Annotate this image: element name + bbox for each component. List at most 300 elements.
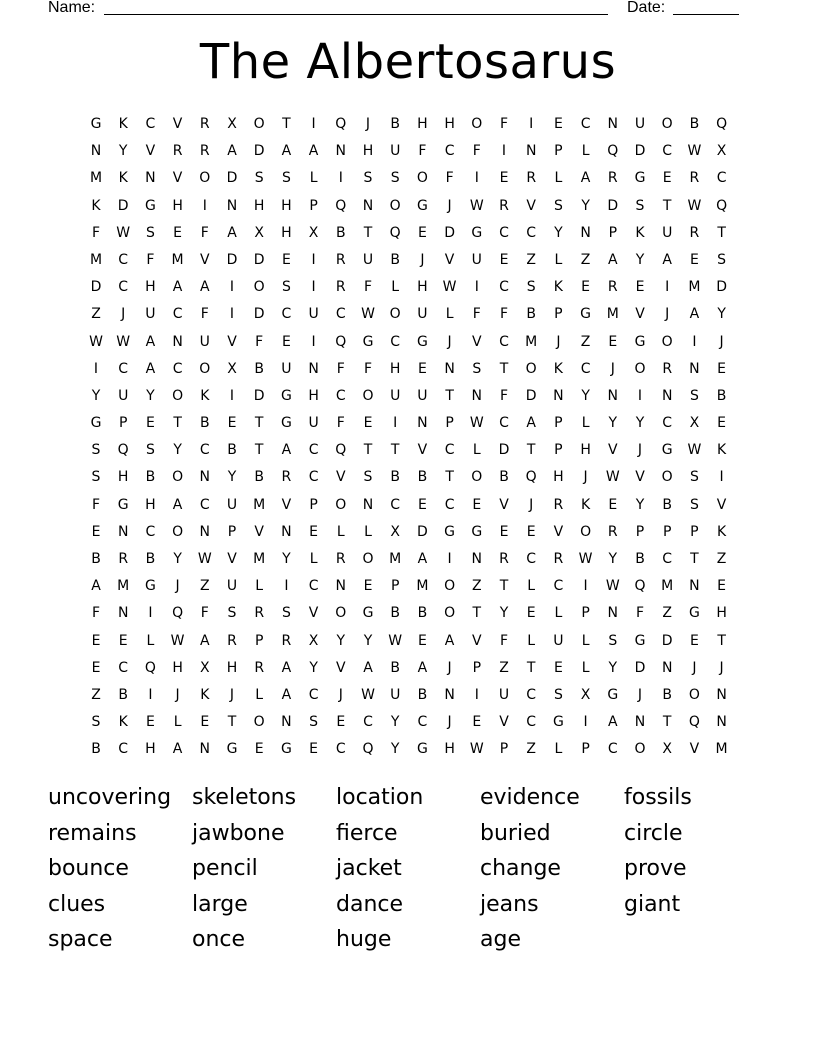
grid-letter[interactable]: S xyxy=(689,387,699,404)
grid-letter[interactable]: N xyxy=(145,170,156,187)
grid-letter[interactable]: X xyxy=(308,632,319,649)
grid-letter[interactable]: B xyxy=(499,469,509,486)
grid-letter[interactable]: J xyxy=(610,360,615,377)
grid-letter[interactable]: E xyxy=(118,632,128,649)
grid-letter[interactable]: S xyxy=(254,170,264,187)
grid-letter[interactable]: D xyxy=(253,306,265,323)
grid-letter[interactable]: A xyxy=(308,143,319,160)
grid-letter[interactable]: U xyxy=(226,496,238,513)
grid-letter[interactable]: E xyxy=(254,741,264,758)
grid-letter[interactable]: G xyxy=(444,523,456,540)
grid-letter[interactable]: J xyxy=(447,333,452,350)
grid-letter[interactable]: C xyxy=(199,442,210,459)
grid-letter[interactable]: Q xyxy=(716,197,728,214)
grid-letter[interactable]: S xyxy=(608,632,618,649)
grid-letter[interactable]: V xyxy=(635,469,645,486)
grid-letter[interactable]: N xyxy=(90,143,102,160)
grid-letter[interactable]: H xyxy=(281,197,292,214)
grid-letter[interactable]: Y xyxy=(173,442,182,459)
grid-letter[interactable]: F xyxy=(91,605,101,622)
grid-letter[interactable]: B xyxy=(635,551,645,567)
grid-letter[interactable]: E xyxy=(717,578,727,595)
grid-letter[interactable]: P xyxy=(499,741,509,758)
grid-letter[interactable]: O xyxy=(471,116,483,132)
grid-letter[interactable]: P xyxy=(254,632,264,649)
grid-letter[interactable]: C xyxy=(335,306,346,323)
grid-letter[interactable]: A xyxy=(227,143,237,160)
grid-letter[interactable]: E xyxy=(472,714,482,731)
grid-letter[interactable]: E xyxy=(281,251,291,268)
grid-letter[interactable]: J xyxy=(175,578,180,595)
grid-letter[interactable]: B xyxy=(390,469,400,486)
grid-letter[interactable]: V xyxy=(172,116,183,132)
grid-letter[interactable]: B xyxy=(91,551,101,567)
grid-letter[interactable]: N xyxy=(362,197,374,214)
grid-letter[interactable]: P xyxy=(581,605,590,622)
grid-letter[interactable]: E xyxy=(363,578,373,595)
grid-letter[interactable]: O xyxy=(199,170,211,187)
grid-letter[interactable]: E xyxy=(689,632,699,649)
grid-letter[interactable]: G xyxy=(90,116,102,132)
grid-letter[interactable]: R xyxy=(335,279,346,296)
grid-letter[interactable]: T xyxy=(662,197,672,214)
grid-letter[interactable]: B xyxy=(662,496,672,513)
grid-letter[interactable]: A xyxy=(281,143,292,160)
grid-letter[interactable]: X xyxy=(716,143,727,160)
grid-letter[interactable]: K xyxy=(118,170,128,187)
grid-letter[interactable]: X xyxy=(254,224,264,241)
grid-letter[interactable]: V xyxy=(499,496,509,513)
grid-letter[interactable]: H xyxy=(389,360,401,377)
grid-letter[interactable]: S xyxy=(91,469,101,486)
grid-letter[interactable]: I xyxy=(284,578,289,595)
grid-letter[interactable]: X xyxy=(580,686,591,703)
grid-letter[interactable]: B xyxy=(254,469,264,486)
grid-letter[interactable]: B xyxy=(417,686,428,703)
grid-letter[interactable]: R xyxy=(199,116,210,132)
grid-letter[interactable]: E xyxy=(91,659,101,676)
grid-letter[interactable]: X xyxy=(390,523,400,540)
grid-letter[interactable]: O xyxy=(580,523,592,540)
grid-letter[interactable]: F xyxy=(499,387,509,404)
grid-letter[interactable]: T xyxy=(472,605,482,622)
grid-letter[interactable]: A xyxy=(689,306,700,323)
grid-letter[interactable]: P xyxy=(472,659,482,676)
grid-letter[interactable]: H xyxy=(580,442,591,459)
grid-letter[interactable]: F xyxy=(472,143,481,160)
grid-letter[interactable]: C xyxy=(499,224,509,241)
grid-letter[interactable]: Q xyxy=(335,116,347,132)
grid-letter[interactable]: I xyxy=(229,306,235,323)
grid-letter[interactable]: E xyxy=(200,714,210,731)
grid-letter[interactable]: F xyxy=(91,224,101,241)
grid-letter[interactable]: V xyxy=(254,523,264,540)
grid-letter[interactable]: Y xyxy=(91,387,101,404)
grid-letter[interactable]: Q xyxy=(688,714,700,731)
grid-letter[interactable]: H xyxy=(308,387,319,404)
grid-letter[interactable]: C xyxy=(417,714,428,731)
grid-letter[interactable]: Z xyxy=(662,605,672,622)
grid-letter[interactable]: I xyxy=(665,279,670,296)
grid-letter[interactable]: Q xyxy=(117,442,129,459)
grid-letter[interactable]: T xyxy=(254,442,264,459)
grid-letter[interactable]: H xyxy=(172,659,183,676)
grid-letter[interactable]: J xyxy=(719,333,724,350)
grid-letter[interactable]: F xyxy=(336,360,345,377)
grid-letter[interactable]: Q xyxy=(335,197,347,214)
grid-letter[interactable]: F xyxy=(200,306,209,323)
grid-letter[interactable]: B xyxy=(689,116,700,132)
grid-letter[interactable]: X xyxy=(227,116,237,132)
grid-letter[interactable]: I xyxy=(148,686,153,703)
grid-letter[interactable]: C xyxy=(118,741,129,758)
grid-letter[interactable]: C xyxy=(390,333,401,350)
grid-letter[interactable]: U xyxy=(199,333,210,350)
grid-letter[interactable]: M xyxy=(416,578,429,595)
grid-letter[interactable]: E xyxy=(309,741,319,758)
grid-letter[interactable]: T xyxy=(499,360,509,377)
grid-letter[interactable]: L xyxy=(309,170,318,187)
grid-letter[interactable]: N xyxy=(634,714,646,731)
grid-letter[interactable]: E xyxy=(309,523,319,540)
grid-letter[interactable]: F xyxy=(363,360,373,377)
grid-letter[interactable]: K xyxy=(200,686,210,703)
grid-letter[interactable]: Z xyxy=(526,741,536,758)
grid-letter[interactable]: E xyxy=(336,714,346,731)
grid-letter[interactable]: P xyxy=(390,578,400,595)
grid-letter[interactable]: J xyxy=(229,686,235,703)
grid-letter[interactable]: I xyxy=(474,279,479,296)
grid-letter[interactable]: O xyxy=(335,605,347,622)
grid-letter[interactable]: L xyxy=(173,714,182,731)
grid-letter[interactable]: V xyxy=(553,523,564,540)
grid-letter[interactable]: G xyxy=(416,741,428,758)
grid-letter[interactable]: R xyxy=(499,551,509,567)
grid-letter[interactable]: S xyxy=(91,714,101,731)
grid-letter[interactable]: U xyxy=(553,632,564,649)
grid-letter[interactable]: E xyxy=(91,632,101,649)
grid-letter[interactable]: J xyxy=(529,496,534,513)
grid-letter[interactable]: Y xyxy=(146,387,155,404)
grid-letter[interactable]: T xyxy=(526,442,536,459)
grid-letter[interactable]: F xyxy=(146,251,155,268)
grid-letter[interactable]: O xyxy=(253,279,265,296)
grid-letter[interactable]: A xyxy=(526,415,536,432)
grid-letter[interactable]: S xyxy=(91,442,101,459)
grid-letter[interactable]: B xyxy=(91,741,101,758)
grid-letter[interactable]: B xyxy=(390,659,400,676)
grid-letter[interactable]: E xyxy=(581,279,591,296)
grid-letter[interactable]: G xyxy=(226,741,238,758)
grid-letter[interactable]: W xyxy=(89,333,103,350)
grid-letter[interactable]: L xyxy=(336,523,345,540)
grid-letter[interactable]: V xyxy=(689,741,700,758)
grid-letter[interactable]: N xyxy=(417,415,428,432)
grid-letter[interactable]: I xyxy=(311,116,316,132)
grid-letter[interactable]: N xyxy=(226,197,238,214)
grid-letter[interactable]: P xyxy=(554,143,563,160)
grid-letter[interactable]: N xyxy=(308,360,319,377)
grid-letter[interactable]: C xyxy=(118,279,129,296)
grid-letter[interactable]: O xyxy=(661,116,673,132)
grid-letter[interactable]: P xyxy=(662,523,672,540)
grid-letter[interactable]: W xyxy=(388,632,403,649)
grid-letter[interactable]: T xyxy=(690,551,699,567)
grid-letter[interactable]: H xyxy=(444,741,455,758)
grid-letter[interactable]: G xyxy=(416,197,428,214)
grid-letter[interactable]: D xyxy=(661,632,673,649)
grid-letter[interactable]: N xyxy=(335,143,347,160)
grid-letter[interactable]: C xyxy=(145,116,156,132)
grid-letter[interactable]: G xyxy=(580,306,592,323)
grid-letter[interactable]: V xyxy=(635,306,645,323)
grid-letter[interactable]: O xyxy=(634,741,646,758)
grid-letter[interactable]: L xyxy=(581,415,590,432)
grid-letter[interactable]: H xyxy=(145,279,156,296)
grid-letter[interactable]: U xyxy=(362,251,374,268)
grid-letter[interactable]: C xyxy=(308,442,319,459)
grid-letter[interactable]: Y xyxy=(336,632,346,649)
grid-letter[interactable]: L xyxy=(554,605,563,622)
grid-letter[interactable]: V xyxy=(526,197,536,214)
grid-letter[interactable]: C xyxy=(526,224,537,241)
grid-letter[interactable]: O xyxy=(525,360,537,377)
grid-letter[interactable]: B xyxy=(199,415,210,432)
grid-letter[interactable]: U xyxy=(226,578,238,595)
grid-letter[interactable]: C xyxy=(607,741,618,758)
grid-letter[interactable]: S xyxy=(689,496,699,513)
grid-letter[interactable]: Z xyxy=(580,251,591,268)
grid-letter[interactable]: P xyxy=(227,523,237,540)
grid-letter[interactable]: C xyxy=(580,116,591,132)
grid-letter[interactable]: F xyxy=(635,605,645,622)
grid-letter[interactable]: Y xyxy=(390,714,400,731)
grid-letter[interactable]: Y xyxy=(608,659,618,676)
grid-letter[interactable]: R xyxy=(335,251,346,268)
grid-letter[interactable]: N xyxy=(661,387,673,404)
grid-letter[interactable]: J xyxy=(447,197,452,214)
grid-letter[interactable]: F xyxy=(499,632,509,649)
grid-letter[interactable]: V xyxy=(145,143,156,160)
grid-letter[interactable]: I xyxy=(692,333,697,350)
grid-letter[interactable]: E xyxy=(417,632,427,649)
grid-letter[interactable]: V xyxy=(472,333,482,350)
grid-letter[interactable]: I xyxy=(719,469,724,486)
grid-letter[interactable]: L xyxy=(472,442,481,459)
grid-letter[interactable]: S xyxy=(689,469,699,486)
grid-letter[interactable]: I xyxy=(501,143,507,160)
grid-letter[interactable]: A xyxy=(145,333,156,350)
grid-letter[interactable]: J xyxy=(583,469,588,486)
grid-letter[interactable]: O xyxy=(389,197,401,214)
grid-letter[interactable]: E xyxy=(91,523,101,540)
grid-letter[interactable]: U xyxy=(281,360,292,377)
grid-letter[interactable]: B xyxy=(390,605,400,622)
grid-letter[interactable]: Y xyxy=(635,496,645,513)
grid-letter[interactable]: U xyxy=(662,224,673,241)
grid-letter[interactable]: C xyxy=(499,279,509,296)
grid-letter[interactable]: F xyxy=(336,415,345,432)
grid-letter[interactable]: F xyxy=(472,306,481,323)
grid-letter[interactable]: G xyxy=(90,415,102,432)
grid-letter[interactable]: T xyxy=(717,224,726,241)
grid-letter[interactable]: L xyxy=(146,632,155,649)
name-write-line[interactable] xyxy=(104,14,608,15)
grid-letter[interactable]: N xyxy=(117,605,129,622)
grid-letter[interactable]: Y xyxy=(635,415,645,432)
grid-letter[interactable]: E xyxy=(662,170,672,187)
grid-letter[interactable]: X xyxy=(227,360,237,377)
grid-letter[interactable]: U xyxy=(390,387,401,404)
grid-letter[interactable]: C xyxy=(308,686,319,703)
grid-letter[interactable]: C xyxy=(308,469,319,486)
grid-letter[interactable]: E xyxy=(717,415,727,432)
grid-letter[interactable]: Y xyxy=(282,551,291,567)
grid-letter[interactable]: Z xyxy=(91,306,101,323)
grid-letter[interactable]: C xyxy=(172,306,183,323)
grid-letter[interactable]: W xyxy=(687,197,702,214)
grid-letter[interactable]: W xyxy=(197,551,212,567)
grid-letter[interactable]: U xyxy=(417,387,428,404)
grid-letter[interactable]: I xyxy=(338,170,343,187)
grid-letter[interactable]: Y xyxy=(554,224,563,241)
grid-letter[interactable]: B xyxy=(662,686,672,703)
grid-letter[interactable]: G xyxy=(471,224,483,241)
grid-letter[interactable]: C xyxy=(716,170,727,187)
grid-letter[interactable]: I xyxy=(529,116,534,132)
grid-letter[interactable]: E xyxy=(417,496,427,513)
grid-letter[interactable]: T xyxy=(499,578,509,595)
grid-letter[interactable]: Q xyxy=(634,578,646,595)
grid-letter[interactable]: A xyxy=(662,251,672,268)
grid-letter[interactable]: C xyxy=(335,741,346,758)
grid-letter[interactable]: S xyxy=(281,605,291,622)
grid-letter[interactable]: C xyxy=(580,360,591,377)
grid-letter[interactable]: V xyxy=(200,251,210,268)
grid-letter[interactable]: A xyxy=(281,442,292,459)
grid-letter[interactable]: A xyxy=(172,279,183,296)
grid-letter[interactable]: J xyxy=(665,306,670,323)
grid-letter[interactable]: C xyxy=(499,415,509,432)
grid-letter[interactable]: N xyxy=(199,469,211,486)
grid-letter[interactable]: C xyxy=(526,686,537,703)
grid-letter[interactable]: R xyxy=(607,523,618,540)
grid-letter[interactable]: O xyxy=(444,605,456,622)
grid-letter[interactable]: N xyxy=(607,605,619,622)
grid-letter[interactable]: S xyxy=(281,170,291,187)
grid-letter[interactable]: Q xyxy=(607,143,619,160)
grid-letter[interactable]: V xyxy=(608,442,618,459)
grid-letter[interactable]: O xyxy=(172,469,184,486)
grid-letter[interactable]: T xyxy=(363,442,373,459)
grid-letter[interactable]: B xyxy=(417,605,428,622)
grid-letter[interactable]: O xyxy=(661,333,673,350)
grid-letter[interactable]: P xyxy=(309,197,318,214)
grid-letter[interactable]: E xyxy=(363,415,373,432)
grid-letter[interactable]: Y xyxy=(309,659,318,676)
grid-letter[interactable]: S xyxy=(635,197,645,214)
grid-letter[interactable]: F xyxy=(499,306,509,323)
grid-letter[interactable]: T xyxy=(282,116,291,132)
grid-letter[interactable]: E xyxy=(145,714,155,731)
grid-letter[interactable]: Y xyxy=(390,741,400,758)
grid-letter[interactable]: O xyxy=(335,496,347,513)
grid-letter[interactable]: K xyxy=(118,714,128,731)
grid-letter[interactable]: M xyxy=(715,741,728,758)
grid-letter[interactable]: U xyxy=(118,387,129,404)
grid-letter[interactable]: N xyxy=(525,143,537,160)
grid-letter[interactable]: C xyxy=(444,496,455,513)
grid-letter[interactable]: P xyxy=(635,523,645,540)
grid-letter[interactable]: P xyxy=(445,415,454,432)
grid-letter[interactable]: G xyxy=(416,333,428,350)
grid-letter[interactable]: G xyxy=(471,523,483,540)
grid-letter[interactable]: E xyxy=(608,333,618,350)
grid-letter[interactable]: C xyxy=(553,578,564,595)
grid-letter[interactable]: C xyxy=(662,143,673,160)
grid-letter[interactable]: U xyxy=(308,306,319,323)
grid-letter[interactable]: R xyxy=(499,197,509,214)
grid-letter[interactable]: N xyxy=(172,333,183,350)
grid-letter[interactable]: M xyxy=(253,496,266,513)
grid-letter[interactable]: A xyxy=(172,741,183,758)
grid-letter[interactable]: F xyxy=(200,224,209,241)
grid-letter[interactable]: H xyxy=(145,741,156,758)
grid-letter[interactable]: H xyxy=(362,143,374,160)
grid-letter[interactable]: E xyxy=(472,496,482,513)
grid-letter[interactable]: J xyxy=(121,306,126,323)
grid-letter[interactable]: L xyxy=(581,143,590,160)
grid-letter[interactable]: J xyxy=(338,686,343,703)
grid-letter[interactable]: G xyxy=(280,387,292,404)
grid-letter[interactable]: B xyxy=(390,251,400,268)
grid-letter[interactable]: K xyxy=(118,116,128,132)
grid-letter[interactable]: V xyxy=(472,632,482,649)
grid-letter[interactable]: E xyxy=(717,360,727,377)
grid-letter[interactable]: I xyxy=(637,387,643,404)
grid-letter[interactable]: M xyxy=(688,279,701,296)
grid-letter[interactable]: H xyxy=(281,224,292,241)
grid-letter[interactable]: A xyxy=(227,224,237,241)
grid-letter[interactable]: Q xyxy=(335,333,347,350)
grid-letter[interactable]: R xyxy=(526,170,537,187)
grid-letter[interactable]: O xyxy=(172,523,184,540)
grid-letter[interactable]: R xyxy=(199,143,210,160)
grid-letter[interactable]: M xyxy=(525,333,538,350)
grid-letter[interactable]: B xyxy=(118,686,128,703)
grid-letter[interactable]: O xyxy=(471,469,483,486)
grid-letter[interactable]: A xyxy=(200,279,210,296)
grid-letter[interactable]: H xyxy=(145,496,156,513)
grid-letter[interactable]: J xyxy=(556,333,561,350)
grid-letter[interactable]: F xyxy=(445,170,454,187)
grid-letter[interactable]: O xyxy=(389,306,401,323)
grid-letter[interactable]: N xyxy=(362,496,374,513)
grid-letter[interactable]: X xyxy=(689,415,700,432)
grid-letter[interactable]: I xyxy=(474,170,479,187)
grid-letter[interactable]: Z xyxy=(200,578,210,595)
grid-letter[interactable]: M xyxy=(89,251,103,268)
grid-letter[interactable]: C xyxy=(118,659,129,676)
grid-letter[interactable]: U xyxy=(308,415,319,432)
grid-letter[interactable]: R xyxy=(254,659,265,676)
grid-letter[interactable]: R xyxy=(553,551,564,567)
grid-letter[interactable]: K xyxy=(553,360,563,377)
grid-letter[interactable]: R xyxy=(662,360,673,377)
grid-letter[interactable]: H xyxy=(553,469,564,486)
grid-letter[interactable]: W xyxy=(442,279,457,296)
grid-letter[interactable]: I xyxy=(229,279,235,296)
